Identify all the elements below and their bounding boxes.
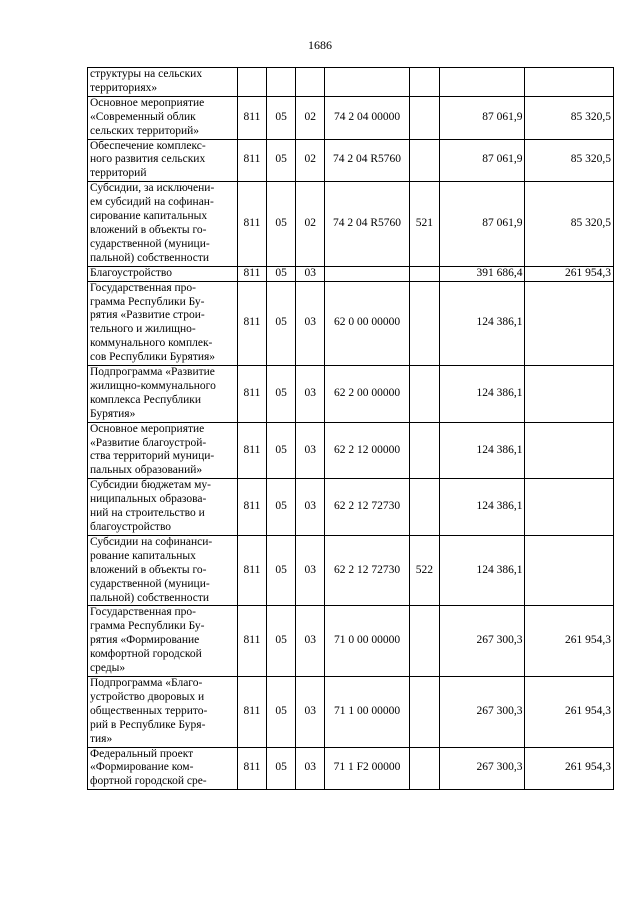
cell-section: 05	[267, 422, 296, 479]
cell-expense-type	[409, 422, 439, 479]
cell-name	[88, 68, 238, 97]
cell-name	[88, 281, 238, 365]
cell-amount-2: 85 320,5	[525, 96, 614, 139]
cell-name-line: «Развитие благоустрой-	[90, 436, 207, 449]
cell-name-line: территорий	[90, 167, 147, 180]
cell-name	[88, 606, 238, 677]
cell-target-article: 74 2 04 R5760	[325, 139, 409, 182]
cell-section: 05	[267, 606, 296, 677]
cell-name	[88, 535, 238, 606]
cell-name-line: устройство дворовых и	[90, 690, 205, 703]
cell-amount-1: 87 061,9	[439, 182, 524, 266]
cell-amount-1: 267 300,3	[439, 747, 524, 790]
table-row	[88, 422, 614, 479]
cell-expense-type: 521	[409, 182, 439, 266]
cell-name-line: коммунального комплек-	[90, 337, 213, 350]
cell-section: 05	[267, 535, 296, 606]
cell-grbs: 811	[237, 266, 266, 281]
cell-section: 05	[267, 747, 296, 790]
cell-name	[88, 422, 238, 479]
cell-amount-1	[439, 68, 524, 97]
cell-name-line: сударственной (муници-	[90, 237, 210, 250]
table-row	[88, 606, 614, 677]
table-row	[88, 676, 614, 747]
cell-grbs: 811	[237, 139, 266, 182]
table-row	[88, 68, 614, 97]
cell-grbs: 811	[237, 182, 266, 266]
cell-target-article: 62 0 00 00000	[325, 281, 409, 365]
cell-name-line: Государственная про-	[90, 606, 197, 619]
cell-amount-2	[525, 422, 614, 479]
cell-subsection: 03	[296, 535, 325, 606]
cell-expense-type	[409, 366, 439, 423]
table-row	[88, 366, 614, 423]
cell-name-line: вложений в объекты го-	[90, 563, 207, 576]
table-body	[88, 68, 614, 790]
cell-name-line: комплекса Республики	[90, 393, 202, 406]
cell-subsection: 03	[296, 676, 325, 747]
cell-amount-1: 267 300,3	[439, 676, 524, 747]
cell-target-article: 62 2 00 00000	[325, 366, 409, 423]
cell-expense-type	[409, 747, 439, 790]
cell-target-article: 71 1 00 00000	[325, 676, 409, 747]
cell-name	[88, 139, 238, 182]
cell-name-line: Благоустройство	[90, 266, 172, 279]
cell-subsection: 03	[296, 747, 325, 790]
cell-name-line: сударственной (муници-	[90, 577, 210, 590]
cell-name-line: Основное мероприятие	[90, 96, 205, 109]
cell-amount-2: 261 954,3	[525, 606, 614, 677]
cell-name-line: тия»	[90, 732, 113, 745]
table-row	[88, 535, 614, 606]
cell-name-line: рятия «Формирование	[90, 634, 200, 647]
cell-grbs: 811	[237, 747, 266, 790]
cell-amount-1: 124 386,1	[439, 535, 524, 606]
cell-subsection: 03	[296, 479, 325, 536]
cell-expense-type	[409, 676, 439, 747]
cell-name	[88, 96, 238, 139]
cell-section: 05	[267, 366, 296, 423]
cell-target-article: 62 2 12 72730	[325, 479, 409, 536]
cell-amount-1: 124 386,1	[439, 479, 524, 536]
cell-name-line: пальной) собственности	[90, 591, 210, 604]
table-row	[88, 479, 614, 536]
cell-grbs: 811	[237, 535, 266, 606]
cell-name-line: Подпрограмма «Благо-	[90, 676, 203, 689]
table-row	[88, 747, 614, 790]
cell-grbs: 811	[237, 366, 266, 423]
cell-name-line: «Современный облик	[90, 110, 196, 123]
cell-amount-1: 124 386,1	[439, 422, 524, 479]
cell-name-line: ства территорий муници-	[90, 450, 215, 463]
cell-expense-type	[409, 281, 439, 365]
cell-name-line: грамма Республики Бу-	[90, 620, 205, 633]
cell-name-line: Государственная про-	[90, 281, 197, 294]
cell-name-line: ного развития сельских	[90, 153, 206, 166]
cell-target-article: 74 2 04 00000	[325, 96, 409, 139]
cell-expense-type	[409, 606, 439, 677]
cell-subsection: 03	[296, 266, 325, 281]
cell-name-line: пальных образований»	[90, 464, 203, 477]
table-row	[88, 281, 614, 365]
cell-subsection: 02	[296, 182, 325, 266]
cell-subsection: 03	[296, 281, 325, 365]
cell-name-line: комфортной городской	[90, 648, 202, 661]
cell-subsection: 02	[296, 96, 325, 139]
cell-section: 05	[267, 676, 296, 747]
cell-section: 05	[267, 479, 296, 536]
cell-amount-1: 87 061,9	[439, 96, 524, 139]
cell-grbs: 811	[237, 606, 266, 677]
cell-name-line: грамма Республики Бу-	[90, 295, 205, 308]
cell-amount-2: 261 954,3	[525, 747, 614, 790]
cell-name-line: Обеспечение комплекс-	[90, 139, 206, 152]
cell-grbs: 811	[237, 479, 266, 536]
cell-amount-1: 124 386,1	[439, 366, 524, 423]
cell-name-line: «Формирование ком-	[90, 761, 194, 774]
cell-name-line: ниципальных образова-	[90, 493, 207, 506]
cell-expense-type	[409, 68, 439, 97]
cell-subsection	[296, 68, 325, 97]
cell-expense-type	[409, 266, 439, 281]
cell-name-line: Подпрограмма «Развитие	[90, 366, 215, 379]
cell-name-line: рий в Республике Буря-	[90, 718, 206, 731]
page-number: 1686	[308, 38, 332, 52]
cell-section: 05	[267, 139, 296, 182]
cell-target-article: 62 2 12 00000	[325, 422, 409, 479]
cell-subsection: 03	[296, 422, 325, 479]
cell-subsection: 03	[296, 366, 325, 423]
cell-target-article: 74 2 04 R5760	[325, 182, 409, 266]
table-row	[88, 139, 614, 182]
cell-target-article: 71 1 F2 00000	[325, 747, 409, 790]
table-row	[88, 182, 614, 266]
cell-section: 05	[267, 96, 296, 139]
cell-name-line: Субсидии бюджетам му-	[90, 479, 212, 492]
cell-amount-2	[525, 479, 614, 536]
cell-amount-1: 391 686,4	[439, 266, 524, 281]
cell-name-line: структуры на сельских	[90, 68, 203, 80]
cell-name	[88, 479, 238, 536]
cell-name-line: Бурятия»	[90, 407, 136, 420]
cell-amount-2	[525, 535, 614, 606]
cell-expense-type	[409, 479, 439, 536]
table-row	[88, 96, 614, 139]
cell-name	[88, 366, 238, 423]
cell-name-line: жилищно-коммунального	[90, 379, 216, 392]
cell-amount-2	[525, 366, 614, 423]
cell-name-line: рование капитальных	[90, 549, 196, 562]
cell-grbs: 811	[237, 281, 266, 365]
cell-expense-type	[409, 96, 439, 139]
cell-grbs: 811	[237, 96, 266, 139]
cell-amount-1: 267 300,3	[439, 606, 524, 677]
cell-expense-type: 522	[409, 535, 439, 606]
cell-name	[88, 676, 238, 747]
cell-name-line: Основное мероприятие	[90, 422, 205, 435]
cell-name-line: ем субсидий на софинан-	[90, 196, 214, 209]
cell-section: 05	[267, 266, 296, 281]
cell-target-article: 62 2 12 72730	[325, 535, 409, 606]
cell-amount-1: 87 061,9	[439, 139, 524, 182]
cell-name-line: общественных террито-	[90, 704, 208, 717]
cell-name	[88, 266, 238, 281]
cell-name-line: пальной) собственности	[90, 251, 210, 264]
cell-name-line: Субсидии, за исключени-	[90, 182, 215, 195]
cell-grbs: 811	[237, 422, 266, 479]
cell-name-line: сов Республики Бурятия»	[90, 351, 216, 364]
cell-name-line: ний на строительство и	[90, 507, 205, 520]
cell-name-line: среды»	[90, 662, 126, 675]
cell-name-line: благоустройство	[90, 521, 172, 533]
cell-target-article	[325, 266, 409, 281]
cell-target-article: 71 0 00 00000	[325, 606, 409, 677]
cell-name-line: сельских территорий»	[90, 124, 200, 137]
cell-amount-2: 85 320,5	[525, 182, 614, 266]
cell-name-line: территориях»	[90, 81, 158, 94]
cell-grbs	[237, 68, 266, 97]
cell-name-line: рятия «Развитие строи-	[90, 309, 205, 322]
cell-section: 05	[267, 182, 296, 266]
cell-amount-1: 124 386,1	[439, 281, 524, 365]
cell-section: 05	[267, 281, 296, 365]
cell-section	[267, 68, 296, 97]
table-row	[88, 266, 614, 281]
cell-subsection: 02	[296, 139, 325, 182]
budget-table	[87, 67, 614, 790]
cell-amount-2	[525, 68, 614, 97]
cell-amount-2	[525, 281, 614, 365]
cell-amount-2: 261 954,3	[525, 676, 614, 747]
cell-expense-type	[409, 139, 439, 182]
cell-amount-2: 261 954,3	[525, 266, 614, 281]
cell-subsection: 03	[296, 606, 325, 677]
cell-name-line: тельного и жилищно-	[90, 323, 196, 336]
cell-target-article	[325, 68, 409, 97]
cell-name-line: фортной городской сре-	[90, 775, 207, 788]
cell-amount-2: 85 320,5	[525, 139, 614, 182]
cell-name-line: вложений в объекты го-	[90, 223, 207, 236]
cell-grbs: 811	[237, 676, 266, 747]
cell-name	[88, 747, 238, 790]
cell-name	[88, 182, 238, 266]
cell-name-line: сирование капитальных	[90, 210, 208, 223]
cell-name-line: Федеральный проект	[90, 747, 194, 760]
cell-name-line: Субсидии на софинанси-	[90, 535, 213, 548]
